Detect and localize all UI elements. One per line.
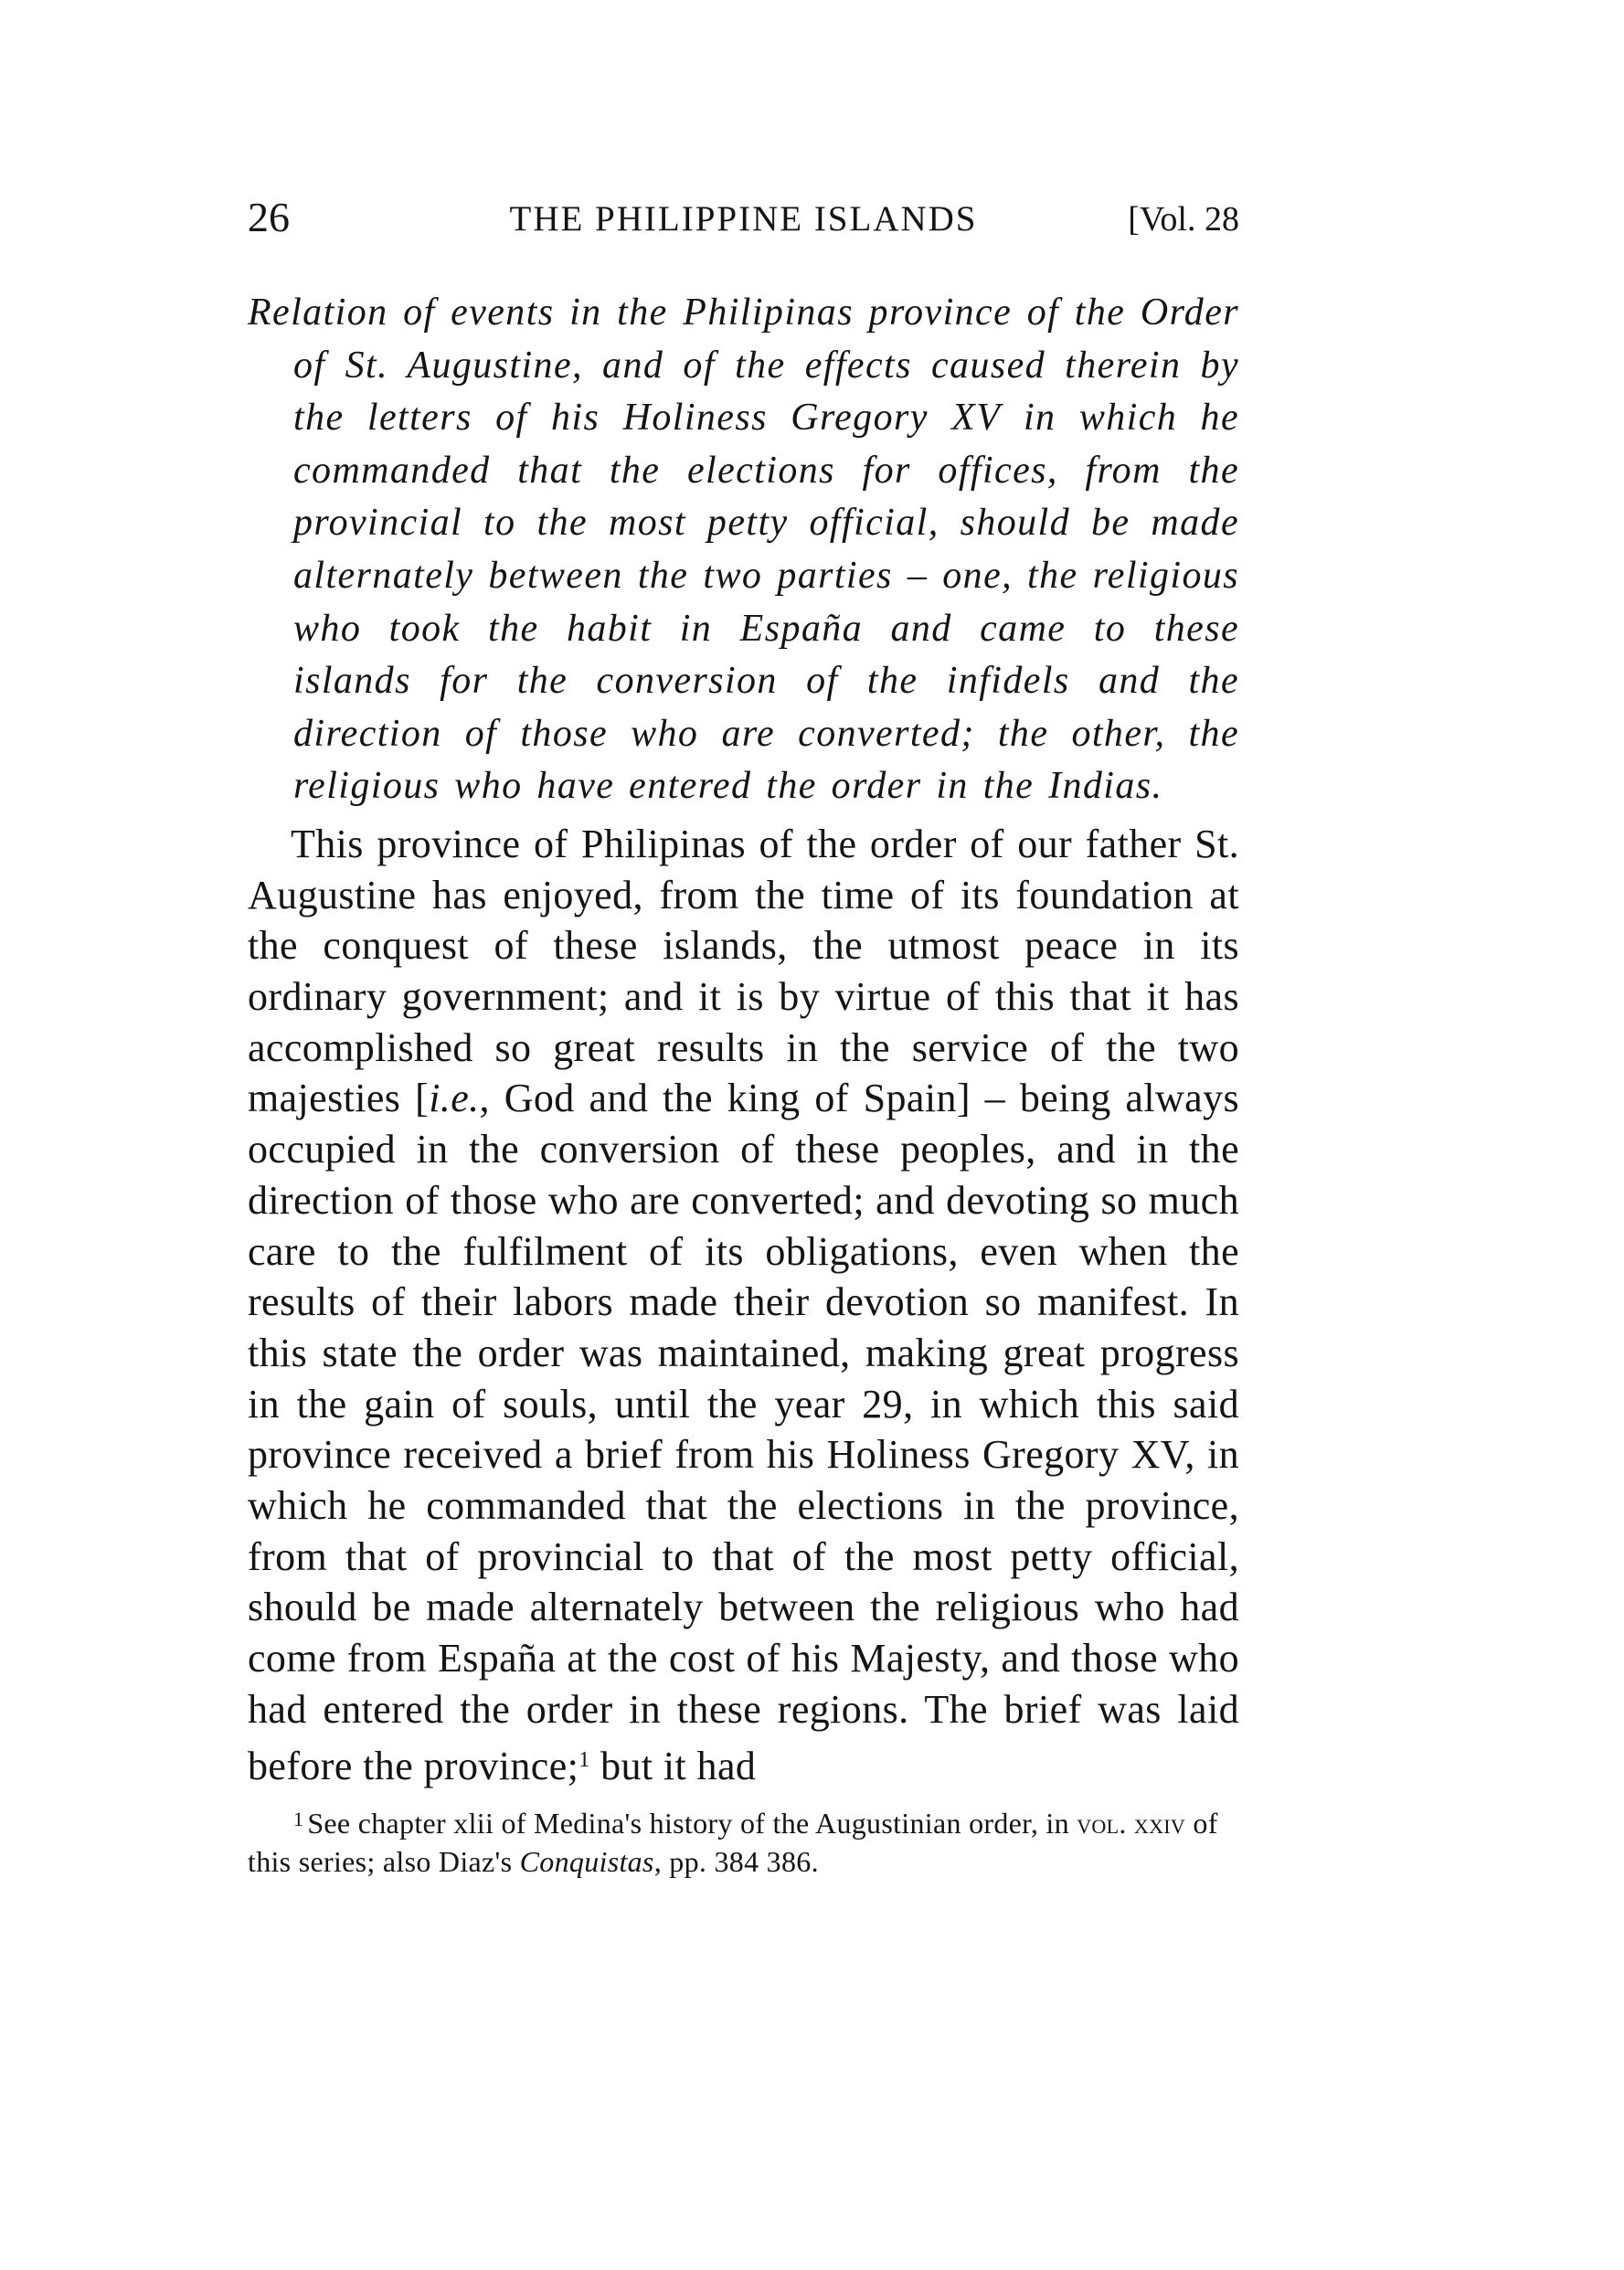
chapter-summary: Relation of events in the Philipinas province of the Order of St. Augustine, and of the effects caused therein by the letters of his Holiness Gregory XV in which he commanded that the elections for offices, from the provincial to the most petty official, should be made alternately between the two parties – one, the religious who took the habit in España and came to these islands for the conversion of the infidels and the direction of those who are converted; the other, the religious who have entered the order in the Indias. <box>248 292 1239 808</box>
footnote-text-part-3: , pp. 384 386. <box>653 1845 819 1879</box>
footnote-book-title: Conquistas <box>519 1845 654 1879</box>
footnote-text-part-2: of this series; also Diaz's <box>248 1807 1218 1879</box>
running-title: THE PHILIPPINE ISLANDS <box>509 199 978 239</box>
body-text-part-1: This province of Philipinas of the order of our father St. Augustine has enjoyed, from the time of its foundation at the conquest of these islands, the utmost peace in its ordinary government; and it is by virtue of this that it has accomplished so great results in the service of the two majesties [ <box>248 821 1239 1121</box>
footnote-marker: 1 <box>293 1808 304 1831</box>
footnote-volume: vol. xxiv <box>1077 1807 1186 1840</box>
page-number: 26 <box>248 194 290 240</box>
body-text-part-2: , God and the king of Spain] – being always occupied in the conversion of these peoples, and in the direction of those who are converted; and devoting so much care to the fulfilment of its obligations, even when the results of their labors made their devotion so manifest. In this state the order was maintained, making great progress in the gain of souls, until the year 29, in which this said province received a brief from his Holiness Gregory XV, in which he commanded that the elections in the province, from that of provincial to that of the most petty official, should be made alternately between the religious who had come from España at the cost of his Majesty, and those who had entered the order in these regions. The brief was laid before the province; <box>248 1076 1239 1788</box>
footnote-text-part-1: See chapter xlii of Medina's history of the Augustinian order, in <box>307 1807 1077 1840</box>
footnotes <box>248 1800 1239 1881</box>
body-text-part-3: but it had <box>589 1743 757 1788</box>
body-paragraph <box>248 819 1239 1791</box>
footnote <box>248 1800 1239 1881</box>
ie-abbreviation: i.e. <box>429 1076 480 1121</box>
footnote-reference: 1 <box>578 1747 590 1772</box>
volume-label: [Vol. 28 <box>1128 200 1239 239</box>
page <box>248 188 1239 1881</box>
running-head <box>248 188 1239 247</box>
